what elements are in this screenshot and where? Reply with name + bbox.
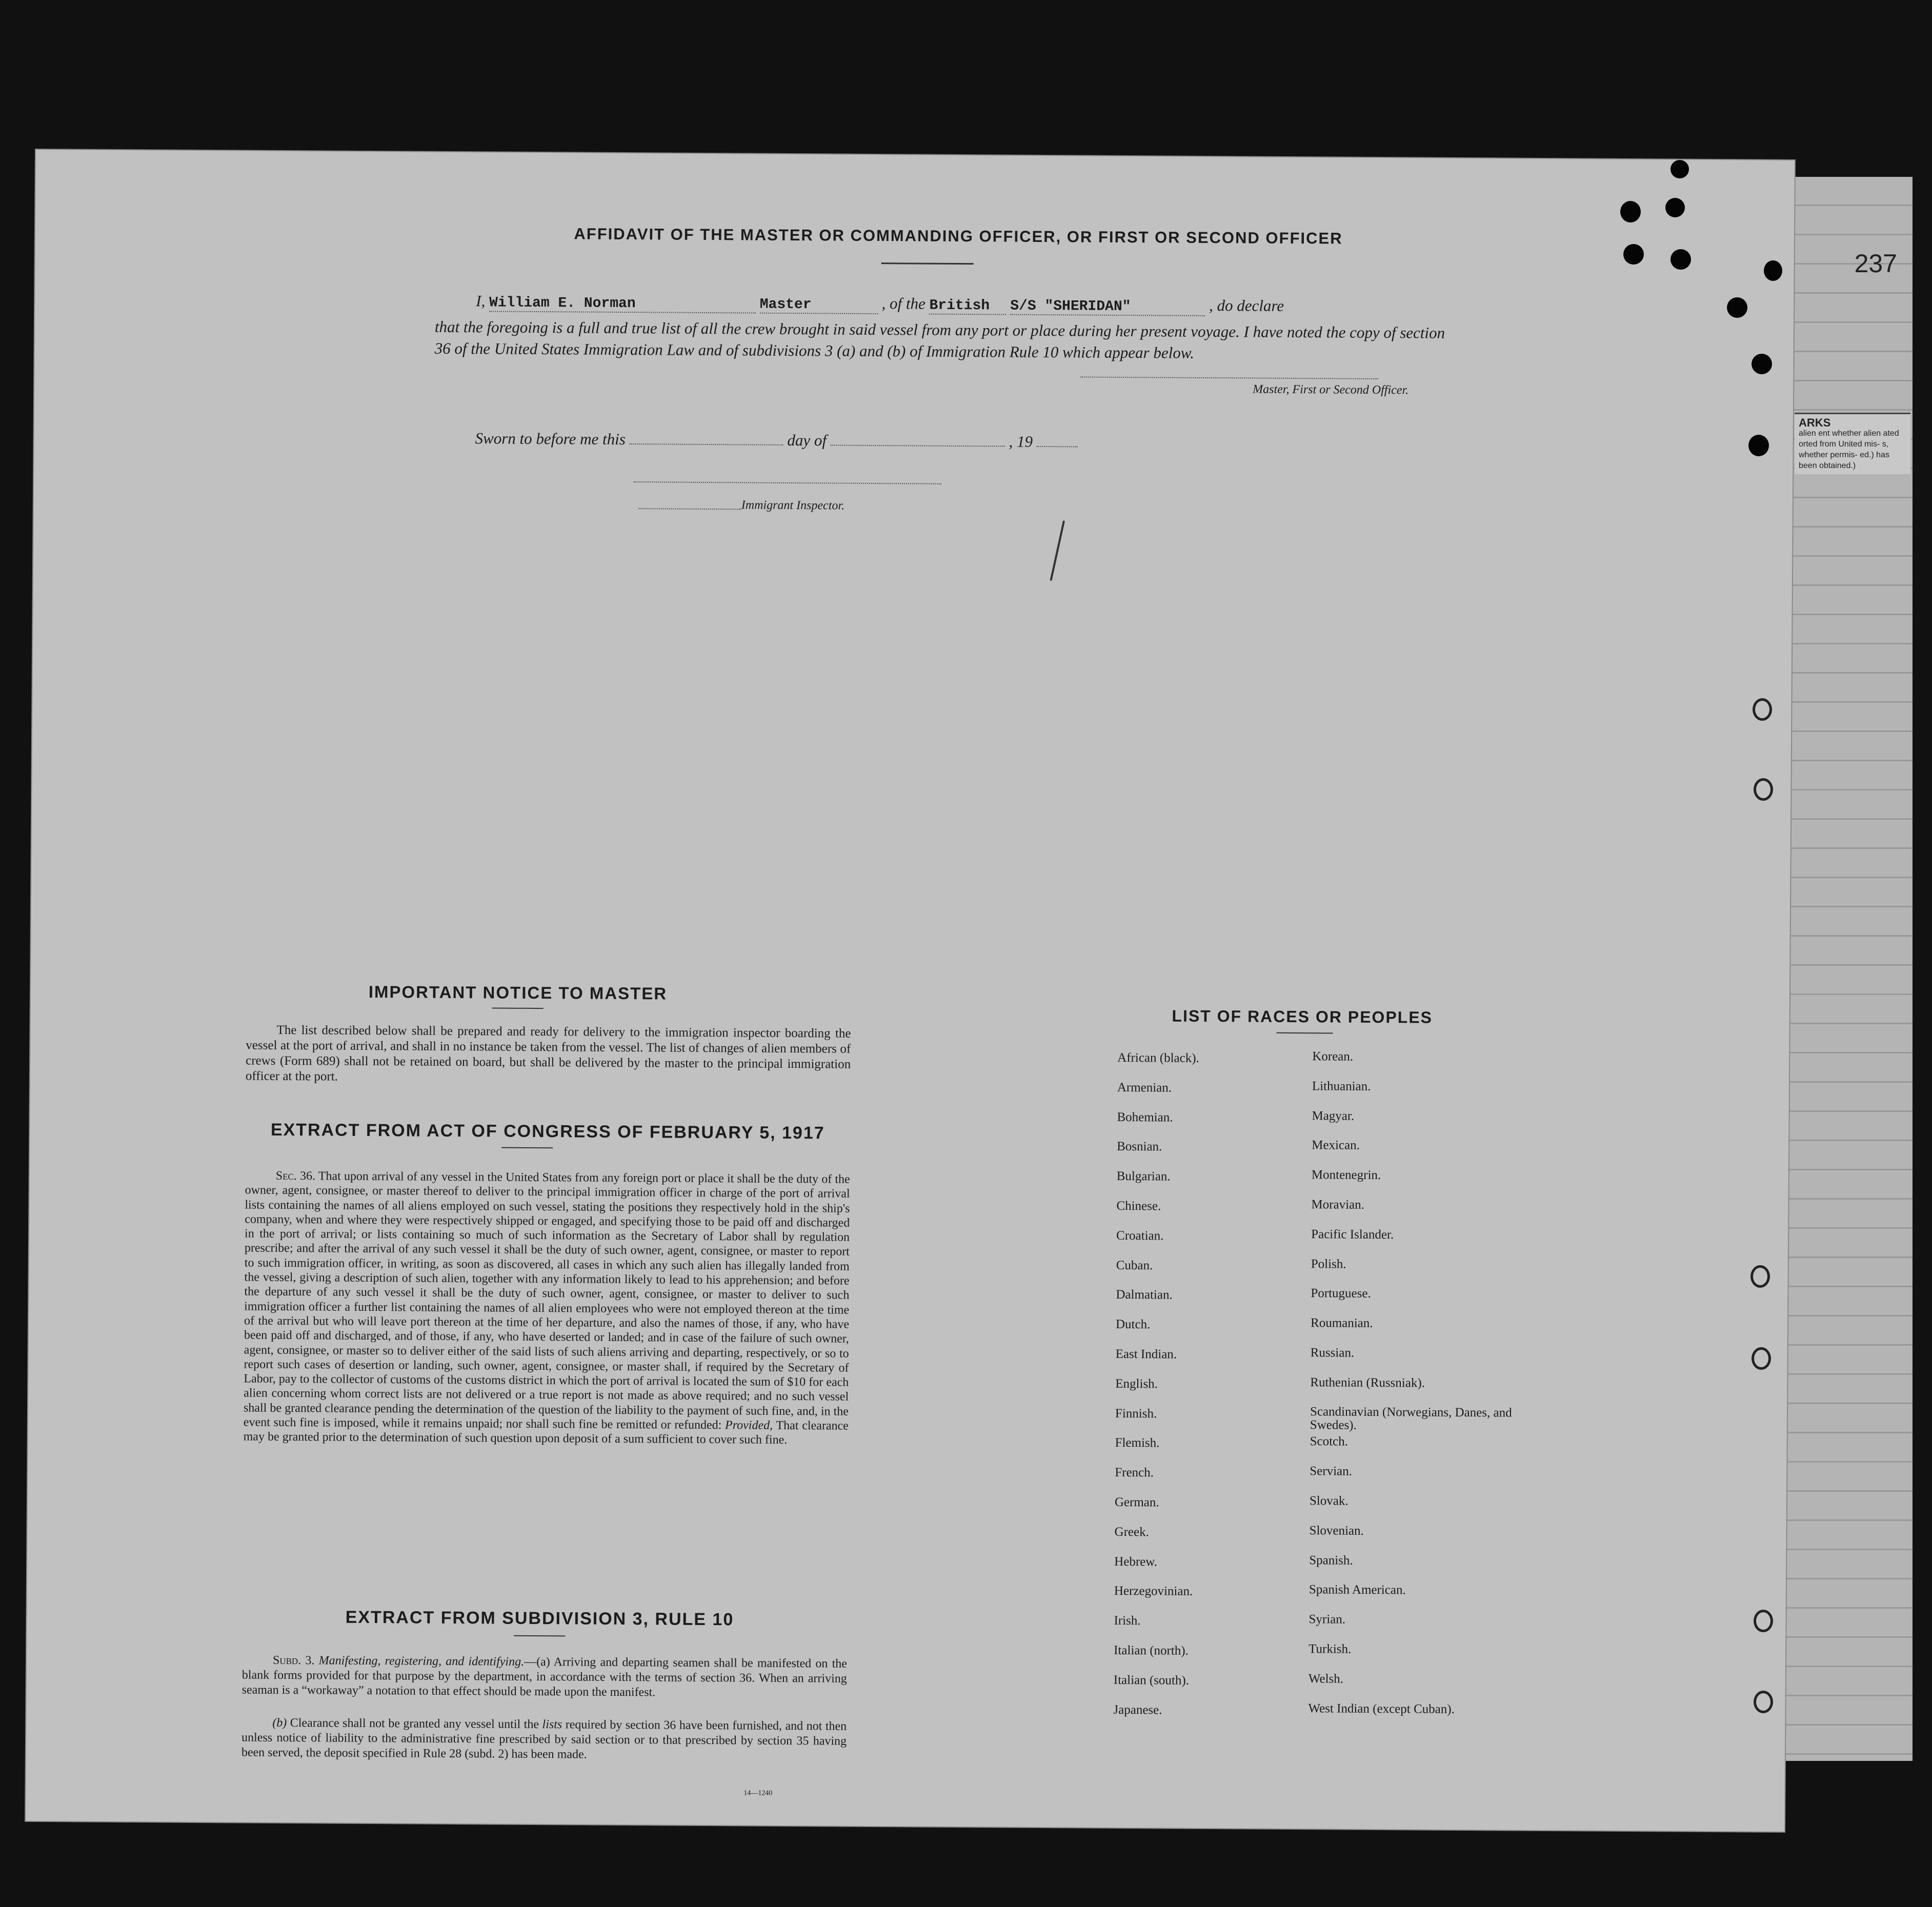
subdivision-heading: Manifesting, registering, and identifying.: [318, 1654, 525, 1669]
part-a-text: —(a) Arriving and departing seamen shall be manifested on the blank forms provided for that purpose by the department, in accordance with the terms of section 36. When an arriving seaman is a “workaway” a notation to that effect should be made upon the manifest.: [242, 1655, 848, 1699]
punch-hole-ring: [1754, 778, 1773, 801]
notice-rule: [492, 1007, 544, 1009]
race-item: Croatian.: [1116, 1228, 1164, 1243]
sworn-month-field[interactable]: [831, 444, 1005, 447]
race-item: German.: [1114, 1495, 1159, 1510]
race-item: Dalmatian.: [1116, 1288, 1173, 1302]
master-name-field[interactable]: William E. Norman: [489, 295, 756, 313]
underlying-remarks-heading: ARKS: [1799, 416, 1831, 429]
punch-hole-ring: [1754, 1691, 1773, 1713]
race-item: Dutch.: [1115, 1317, 1151, 1332]
underlying-remarks-text: alien ent whether alien ated orted from United mis- s, whether permis- ed.) has been obtained.): [1799, 429, 1899, 470]
punch-hole: [1748, 435, 1769, 456]
race-item: Slovenian.: [1309, 1523, 1364, 1538]
section-label: Sec. 36.: [275, 1169, 316, 1183]
section-text-end: That clearance may be granted prior to the determination of such question upon deposit of a sum sufficient to cover such fine.: [243, 1418, 849, 1447]
punch-hole: [1671, 249, 1691, 270]
punch-hole: [1620, 201, 1641, 222]
punch-hole: [1727, 297, 1747, 318]
race-item: East Indian.: [1115, 1347, 1177, 1362]
punch-hole: [1764, 260, 1782, 281]
race-item: Polish.: [1311, 1256, 1346, 1271]
race-item: Montenegrin.: [1311, 1168, 1381, 1183]
rule-extract-title: EXTRACT FROM SUBDIVISION 3, RULE 10: [345, 1607, 734, 1630]
underlying-remarks-box: [1795, 413, 1910, 474]
race-item: English.: [1115, 1376, 1158, 1391]
race-item: Spanish American.: [1309, 1583, 1406, 1597]
race-item: French.: [1115, 1466, 1154, 1480]
form-sheet: [26, 150, 1795, 1832]
race-item: Russian.: [1310, 1346, 1355, 1360]
race-item: Irish.: [1114, 1614, 1141, 1628]
race-item: Moravian.: [1311, 1198, 1365, 1212]
race-item: West Indian (except Cuban).: [1308, 1701, 1455, 1716]
provided-label: Provided,: [725, 1418, 773, 1432]
do-declare-label: , do declare: [1209, 296, 1284, 315]
inspector-signature-line[interactable]: [634, 481, 941, 484]
act-extract-body: [244, 1169, 850, 1448]
punch-hole-ring: [1750, 1265, 1770, 1288]
race-item: Cuban.: [1116, 1258, 1153, 1272]
declaration-i: I,: [476, 292, 486, 310]
punch-hole: [1665, 198, 1685, 217]
sworn-statement: [475, 429, 1077, 451]
race-item: Scotch.: [1310, 1434, 1349, 1449]
race-item: African (black).: [1117, 1050, 1199, 1065]
race-item: Mexican.: [1312, 1138, 1360, 1153]
subdivision-label: Subd. 3.: [272, 1653, 315, 1668]
race-item: Armenian.: [1117, 1080, 1172, 1095]
year-prefix-label: , 19: [1009, 432, 1033, 451]
notice-title: IMPORTANT NOTICE TO MASTER: [368, 982, 668, 1003]
act-extract-title: EXTRACT FROM ACT OF CONGRESS OF FEBRUARY 5, 1917: [270, 1120, 825, 1143]
part-b-label: (b): [272, 1716, 287, 1730]
of-the-label: , of the: [881, 294, 925, 313]
race-item: Japanese.: [1113, 1702, 1162, 1717]
race-item: Bosnian.: [1117, 1140, 1162, 1154]
race-item: Chinese.: [1116, 1199, 1161, 1213]
race-item: Finnish.: [1115, 1406, 1157, 1421]
race-item: Magyar.: [1312, 1108, 1355, 1123]
pen-mark: [1050, 520, 1065, 581]
rank-field[interactable]: Master: [760, 297, 878, 314]
race-item: Bohemian.: [1117, 1110, 1173, 1125]
rule-extract-rule: [514, 1635, 565, 1637]
inspector-caption: Immigrant Inspector.: [741, 498, 845, 513]
race-item: Italian (north).: [1114, 1643, 1189, 1658]
punch-hole: [1671, 160, 1689, 178]
races-left-column: [1113, 1051, 1286, 1733]
part-b-text-2: required by section 36 have been furnished, and not then unless notice of liability to the administrative fine prescribed by said section or to that prescribed by section 35 having been served, the deposit specified in Rule 28 (subd. 2) has been made.: [241, 1718, 847, 1761]
section-text: That upon arrival of any vessel in the United States from any foreign port or place it shall be the duty of the owner, agent, consignee, or master thereof to deliver to the principal immigration officer in charge of the port of arrival lists containing the names of all aliens employed on such vessel, stating the positions they respectively hold in the ship's company, when and where they were respectively shipped or engaged, and specifying those to be paid off and discharged in the port of arrival; or lists containing so much of such information as the Secretary of Labor shall by regulation prescribe; and after the arrival of any such vessel it shall be the duty of such owner, agent, consignee, or master to report to such immigration officer, in writing, as soon as discovered, all cases in which any such alien has illegally landed from the vessel, giving a description of such alien, together with any information likely to lead to his apprehension; and before the departure of any such vessel it shall be the duty of such owner, agent, consignee, or master to deliver to such immigration officer a further list containing the names of all alien employees who were not employed thereon at the time of the arrival but who will leave port thereon at the time of her departure, and also the names of those, if any, who have been paid off and discharged, and of those, if any, who have deserted or landed; and in case of the failure of such owner, agent, consignee, or master so to deliver either of the said lists of such aliens arriving and departing, respectively, or so to report such cases of desertion or landing, such owner, agent, consignee, or master shall, if required by the Secretary of Labor, pay to the collector of customs of the customs district in which the port of arrival is located the sum of $10 for each alien concerning whom correct lists are not delivered or a true report is not made as above required; and no such vessel shall be granted clearance pending the determination of the question of the liability to the payment of such fine, and, in the event such fine is imposed, while it remains unpaid; nor shall such fine be remitted or refunded:: [243, 1169, 850, 1432]
inspector-dots: [639, 508, 741, 510]
race-item: Roumanian.: [1310, 1316, 1373, 1331]
day-of-label: day of: [787, 431, 827, 450]
race-item: Greek.: [1114, 1525, 1149, 1539]
underlying-page-number: 237: [1854, 249, 1897, 278]
race-item: Hebrew.: [1114, 1554, 1158, 1569]
races-right-column: [1308, 1049, 1527, 1732]
race-item: Italian (south).: [1113, 1673, 1190, 1688]
race-item: Korean.: [1312, 1049, 1354, 1064]
race-item: Ruthenian (Russniak).: [1310, 1375, 1425, 1390]
sworn-day-field[interactable]: [630, 443, 783, 445]
declaration-first-line: [476, 292, 1450, 318]
form-number: 14—1240: [743, 1789, 773, 1797]
race-item: Pacific Islander.: [1311, 1227, 1394, 1242]
affidavit-title-rule: [881, 262, 974, 265]
sworn-year-field[interactable]: [1037, 446, 1078, 447]
rule-extract-part-b: [242, 1716, 847, 1764]
race-item: Flemish.: [1115, 1436, 1160, 1450]
race-item: Scandinavian (Norwegians, Danes, and Swedes).: [1310, 1404, 1512, 1432]
part-b-text-1: Clearance shall not be granted any vessel until the: [290, 1716, 539, 1732]
race-item: Spanish.: [1309, 1553, 1353, 1568]
rule-extract-part-a: [242, 1653, 848, 1701]
vessel-name-field[interactable]: S/S "SHERIDAN": [1010, 298, 1205, 316]
signature-line[interactable]: [1080, 376, 1378, 379]
affidavit-title: AFFIDAVIT OF THE MASTER OR COMMANDING OFFICER, OR FIRST OR SECOND OFFICER: [574, 225, 1343, 248]
race-item: Lithuanian.: [1312, 1079, 1371, 1093]
race-item: Syrian.: [1309, 1612, 1346, 1627]
act-extract-rule: [501, 1147, 553, 1149]
race-item: Portuguese.: [1311, 1286, 1371, 1301]
race-item: Turkish.: [1309, 1642, 1352, 1656]
races-rule: [1277, 1032, 1333, 1034]
race-item: Slovak.: [1309, 1494, 1349, 1508]
races-title: LIST OF RACES OR PEOPLES: [1172, 1006, 1433, 1027]
race-item: Bulgarian.: [1116, 1169, 1171, 1184]
notice-body: The list described below shall be prepared and ready for delivery to the immigration inspector boarding the vessel at the port of arrival, and shall in no instance be taken from the vessel. The list of changes of alien members of crews (Form 689) shall not be retained on board, but shall be delivered by the master to the principal immigration officer at the port.: [245, 1023, 851, 1084]
declaration-text: that the foregoing is a full and true list of all the crew brought in said vessel from any port or place during her present voyage. I have noted the copy of section 36 of the United States Immigration Law and of subdivisions 3 (a) and (b) of Immigration Rule 10 which appear below.: [434, 317, 1445, 362]
race-item: Welsh.: [1308, 1671, 1344, 1686]
nationality-field[interactable]: British: [929, 298, 1006, 315]
race-item: Herzegovinian.: [1114, 1584, 1193, 1599]
race-item: Servian.: [1310, 1464, 1353, 1478]
punch-hole-ring: [1753, 698, 1772, 721]
signature-caption: Master, First or Second Officer.: [1253, 382, 1409, 397]
punch-hole: [1623, 244, 1644, 265]
punch-hole-ring: [1754, 1610, 1773, 1632]
punch-hole: [1752, 354, 1772, 374]
punch-hole-ring: [1752, 1347, 1771, 1370]
sworn-before-label: Sworn to before me this: [475, 429, 626, 449]
part-b-lists: lists: [542, 1718, 562, 1732]
